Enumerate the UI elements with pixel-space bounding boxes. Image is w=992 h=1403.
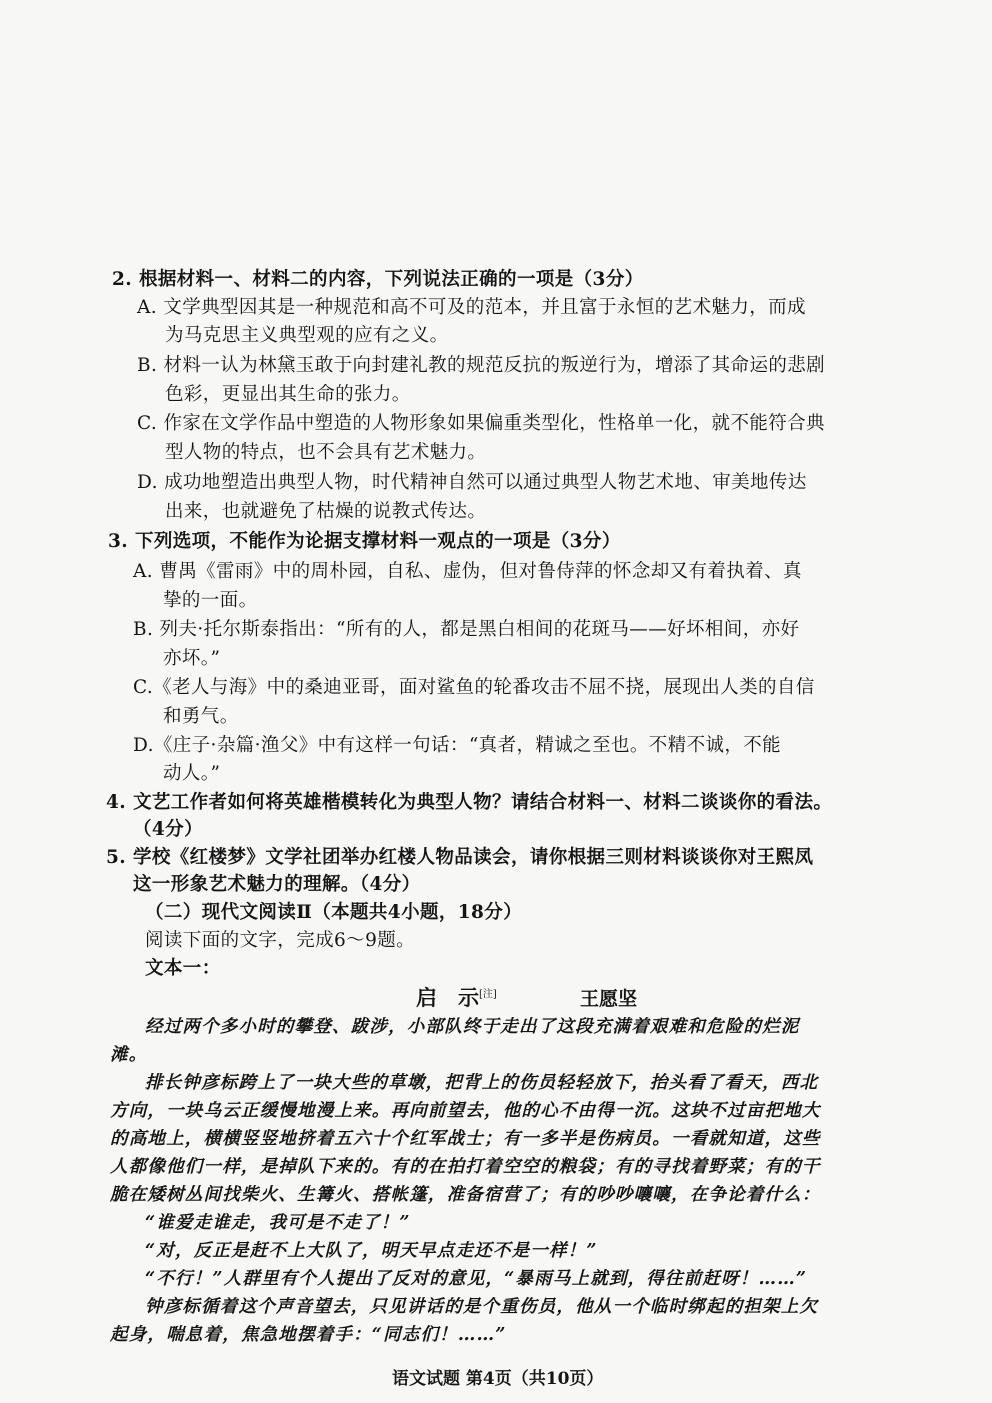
story-title-text: 启 示 [416, 985, 479, 1010]
section-instruction: 阅读下面的文字，完成6～9题。 [145, 930, 416, 951]
story-line: “谁爱走谁走，我可是不走了！” [145, 1213, 411, 1233]
question-3-option-c-cont: 和勇气。 [163, 706, 239, 727]
story-line: “不行！”人群里有个人提出了反对的意见，“暴雨马上就到，得往前赶呀！……” [145, 1269, 808, 1289]
story-title [416, 982, 497, 1012]
question-2-option-d-cont: 出来，也就避免了枯燥的说教式传达。 [165, 501, 487, 522]
question-3-option-b: B. 列夫·托尔斯泰指出：“所有的人，都是黑白相间的花斑马——好坏相间，亦好 [133, 619, 800, 640]
question-4-points: （4分） [133, 819, 203, 840]
question-2-option-d: D. 成功地塑造出典型人物，时代精神自然可以通过典型人物艺术地、审美地传达 [137, 472, 807, 493]
story-line: 的高地上，横横竖竖地挤着五六十个红军战士；有一多半是伤病员。一看就知道，这些 [110, 1129, 821, 1149]
question-3-stem: 3. 下列选项，不能作为论据支撑材料一观点的一项是（3分） [108, 531, 621, 552]
story-line: 人都像他们一样，是掉队下来的。有的在拍打着空空的粮袋；有的寻找着野菜；有的干 [110, 1157, 821, 1177]
question-3-option-a-cont: 挚的一面。 [163, 590, 258, 611]
question-2-option-c: C. 作家在文学作品中塑造的人物形象如果偏重类型化，性格单一化，就不能符合典 [137, 413, 825, 434]
story-line: 起身，喘息着，焦急地摆着手：“同志们！……” [110, 1325, 507, 1345]
story-line: 钟彦标循着这个声音望去，只见讲话的是个重伤员，他从一个临时绑起的担架上欠 [145, 1297, 819, 1317]
question-2-option-a-cont: 为马克思主义典型观的应有之义。 [165, 325, 449, 346]
question-2-option-b-cont: 色彩，更显出其生命的张力。 [165, 384, 411, 405]
question-2-option-c-cont: 型人物的特点，也不会具有艺术魅力。 [165, 442, 487, 463]
question-4-stem: 4. 文艺工作者如何将英雄楷模转化为典型人物？请结合材料一、材料二谈谈你的看法。 [106, 792, 833, 813]
question-3-option-c: C.《老人与海》中的桑迪亚哥，面对鲨鱼的轮番攻击不屈不挠，展现出人类的自信 [133, 677, 815, 698]
story-author: 王愿坚 [580, 988, 638, 1010]
footnote-marker: [注] [479, 989, 497, 1000]
story-line: 滩。 [110, 1045, 148, 1065]
story-line: “对，反正是赶不上大队了，明天早点走还不是一样！” [145, 1241, 598, 1261]
question-2-option-b: B. 材料一认为林黛玉敢于向封建礼教的规范反抗的叛逆行为，增添了其命运的悲剧 [137, 355, 826, 376]
section-heading: （二）现代文阅读Ⅱ（本题共4小题，18分） [145, 902, 523, 923]
page-footer: 语文试题 第4页（共10页） [392, 1369, 604, 1389]
story-line: 排长钟彦标跨上了一块大些的草墩，把背上的伤员轻轻放下，抬头看了看天，西北 [145, 1073, 819, 1093]
question-2-stem: 2. 根据材料一、材料二的内容，下列说法正确的一项是（3分） [112, 269, 644, 290]
question-2-option-a: A. 文学典型因其是一种规范和高不可及的范本，并且富于永恒的艺术魅力，而成 [137, 297, 806, 318]
question-3-option-d-cont: 动人。” [163, 763, 221, 784]
question-3-option-a: A. 曹禺《雷雨》中的周朴园，自私、虚伪，但对鲁侍萍的怀念却又有着执着、真 [133, 561, 802, 582]
question-3-option-b-cont: 亦坏。” [163, 648, 221, 669]
text-label: 文本一： [145, 958, 221, 979]
story-line: 方向，一块乌云正缓慢地漫上来。再向前望去，他的心不由得一沉。这块不过亩把地大 [110, 1101, 821, 1121]
question-5-stem: 5. 学校《红楼梦》文学社团举办红楼人物品读会，请你根据三则材料谈谈你对王熙凤 [106, 847, 814, 868]
story-line: 经过两个多小时的攀登、跋涉，小部队终于走出了这段充满着艰难和危险的烂泥 [145, 1017, 800, 1037]
question-5-stem-cont: 这一形象艺术魅力的理解。（4分） [133, 874, 421, 895]
story-line: 脆在矮树丛间找柴火、生篝火、搭帐篷，准备宿营了；有的吵吵嚷嚷，在争论着什么： [110, 1185, 821, 1205]
question-3-option-d: D.《庄子·杂篇·渔父》中有这样一句话：“真者，精诚之至也。不精不诚，不能 [133, 735, 782, 756]
